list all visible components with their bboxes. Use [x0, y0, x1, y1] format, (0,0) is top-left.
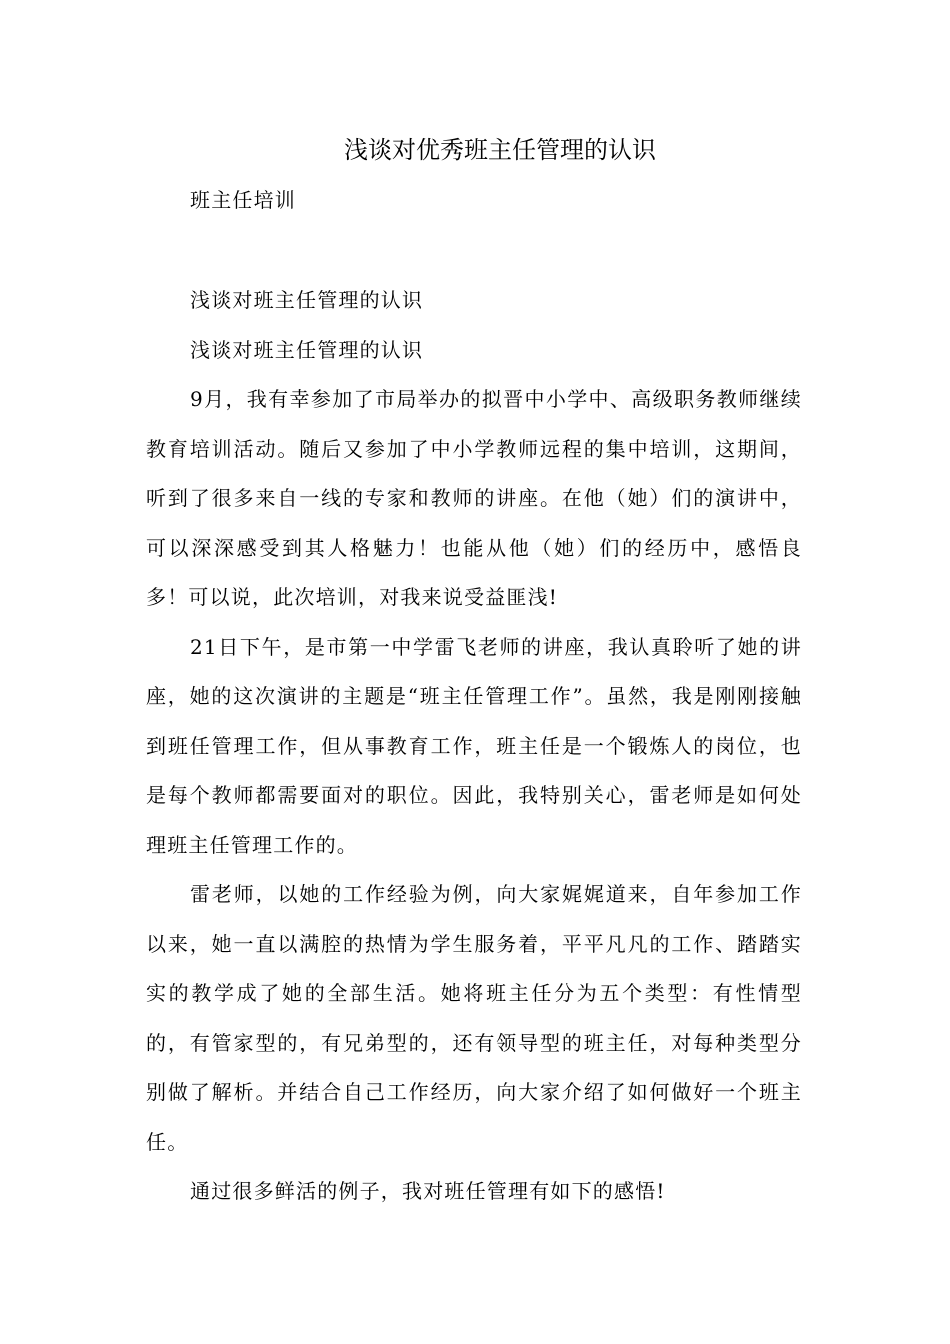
- category-label: 班主任培训: [190, 188, 296, 212]
- body-text: [146, 375, 802, 1217]
- paragraph-3: 雷老师，以她的工作经验为例，向大家娓娓道来，自年参加工作以来，她一直以满腔的热情为学生服务着，平平凡凡的工作、踏踏实实的教学成了她的全部生活。她将班主任分为五个类型：有性情型的，有管家型的，有兄弟型的，还有领导型的班主任，对每种类型分别做了解析。并结合自己工作经历，向大家介绍了如何做好一个班主任。: [146, 882, 802, 1154]
- subtitle-lines: [146, 275, 802, 375]
- paragraph-2: 21日下午，是市第一中学雷飞老师的讲座，我认真聆听了她的讲座，她的这次演讲的主题是“班主任管理工作”。虽然，我是刚刚接触到班任管理工作，但从事教育工作，班主任是一个锻炼人的岗位，也是每个教师都需要面对的职位。因此，我特别关心，雷老师是如何处理班主任管理工作的。: [146, 634, 802, 857]
- document-title: 浅谈对优秀班主任管理的认识: [344, 136, 656, 164]
- paragraph-4: 通过很多鲜活的例子，我对班任管理有如下的感悟!: [190, 1179, 666, 1203]
- paragraph-1: 9月，我有幸参加了市局举办的拟晋中小学中、高级职务教师继续教育培训活动。随后又参加了中小学教师远程的集中培训，这期间，听到了很多来自一线的专家和教师的讲座。在他（她）们的演讲中，可以深深感受到其人格魅力！也能从他（她）们的经历中，感悟良多！可以说，此次培训，对我来说受益匪浅!: [146, 387, 802, 609]
- subtitle-2: 浅谈对班主任管理的认识: [190, 338, 424, 362]
- subtitle-1: 浅谈对班主任管理的认识: [190, 288, 424, 312]
- header-lines: [146, 175, 802, 225]
